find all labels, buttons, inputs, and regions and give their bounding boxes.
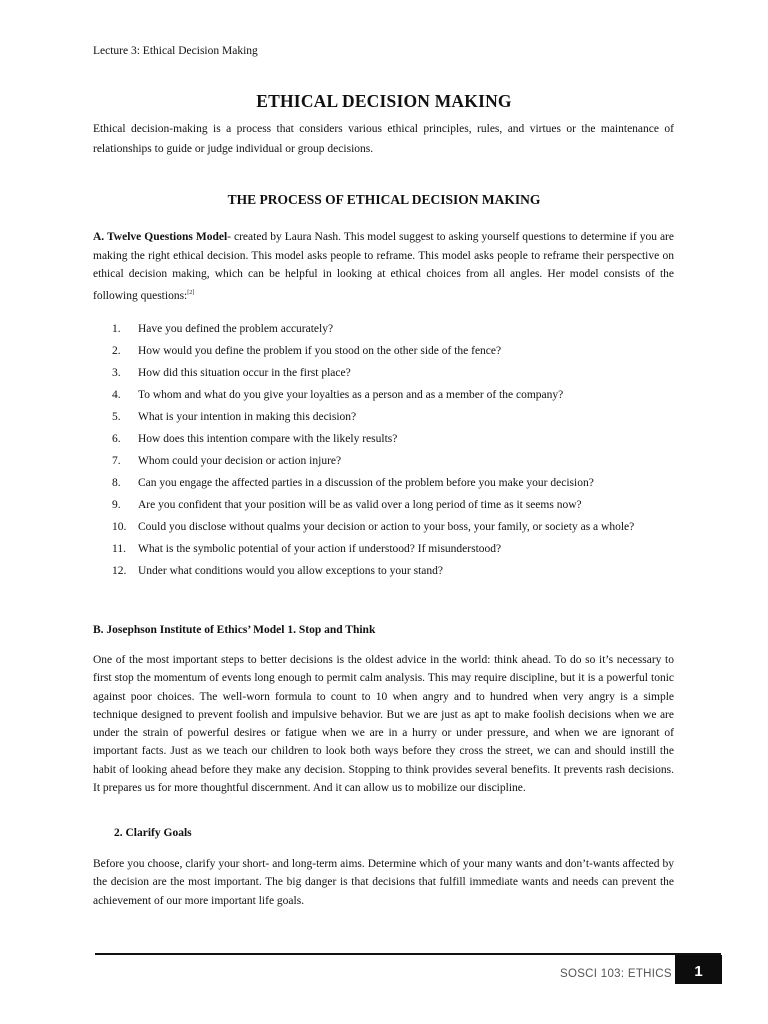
question-item bbox=[112, 364, 674, 382]
section-heading: THE PROCESS OF ETHICAL DECISION MAKING bbox=[227, 192, 541, 207]
question-text: How did this situation occur in the first place? bbox=[138, 367, 351, 379]
question-item bbox=[112, 320, 674, 338]
model-a-body: - created by Laura Nash. This model suggest to asking yourself questions to determine if you are making the right ethical decision. This model asks people to reframe. This model asks people to reframe their perspective on ethical decision making, which can be helpful in looking at ethical choices from all angles. Her model consists of the following questions: bbox=[93, 231, 674, 302]
question-text: Could you disclose without qualms your decision or action to your boss, your family, or society as a whole? bbox=[138, 521, 635, 533]
question-text: What is the symbolic potential of your action if understood? If misunderstood? bbox=[138, 543, 502, 555]
question-text: Have you defined the problem accurately? bbox=[138, 323, 334, 335]
question-item bbox=[112, 540, 674, 558]
page-title: ETHICAL DECISION MAKING bbox=[256, 91, 512, 111]
question-item bbox=[112, 496, 674, 514]
page-number: 1 bbox=[694, 963, 703, 980]
clarify-goals-paragraph: Before you choose, clarify your short- and long-term aims. Determine which of your many wants and don’t-wants affected by the decision are the most important. The big danger is that decisions that fulfill immediate wants and needs can prevent the achievement of our more important life goals. bbox=[93, 858, 674, 907]
question-number: 6. bbox=[112, 433, 121, 445]
model-a-paragraph bbox=[93, 228, 674, 305]
citation-marker: [2] bbox=[187, 289, 195, 296]
clarify-goals-heading: 2. Clarify Goals bbox=[114, 827, 192, 839]
question-number: 9. bbox=[112, 499, 121, 511]
running-head: Lecture 3: Ethical Decision Making bbox=[93, 45, 258, 57]
question-text: What is your intention in making this decision? bbox=[138, 411, 357, 423]
question-item bbox=[112, 386, 674, 404]
question-number: 8. bbox=[112, 477, 121, 489]
question-item bbox=[112, 474, 674, 492]
question-item bbox=[112, 452, 674, 470]
footer-course-label: SOSCI 103: ETHICS bbox=[560, 968, 672, 980]
question-text: How does this intention compare with the likely results? bbox=[138, 433, 398, 445]
question-number: 5. bbox=[112, 411, 121, 423]
question-item bbox=[112, 430, 674, 448]
question-number: 2. bbox=[112, 345, 121, 357]
question-item bbox=[112, 518, 674, 536]
footer-rule bbox=[95, 953, 721, 955]
question-item bbox=[112, 408, 674, 426]
model-b-paragraph: One of the most important steps to better decisions is the oldest advice in the world: think ahead. To do so it’s necessary to first stop the momentum of events long enough to permit calm analysis. This may require discipline, but it is a powerful tonic against poor choices. The well-worn formula to count to 10 when angry and to hundred when very angry is a simple technique designed to prevent foolish and impulsive behavior. But we are just as apt to make foolish decisions when we are under the strain of powerful desires or fatigue when we are in a hurry or under pressure, and when we are ignorant of important facts. Just as we teach our children to look both ways before they cross the street, we can and should instill the habit of looking ahead before they make any decision. Stopping to think provides several benefits. It prevents rash decisions. It prepares us for more thoughtful discernment. And it can allow us to mobilize our discipline. bbox=[93, 654, 674, 795]
question-text: Under what conditions would you allow exceptions to your stand? bbox=[138, 565, 444, 577]
question-item bbox=[112, 342, 674, 360]
question-text: Are you confident that your position will be as valid over a long period of time as it seems now? bbox=[138, 499, 582, 511]
question-text: To whom and what do you give your loyalties as a person and as a member of the company? bbox=[138, 389, 564, 401]
model-b-heading: B. Josephson Institute of Ethics’ Model 1. Stop and Think bbox=[93, 624, 376, 636]
question-item bbox=[112, 562, 674, 580]
question-text: Whom could your decision or action injure? bbox=[138, 455, 342, 467]
question-number: 12. bbox=[112, 565, 127, 577]
intro-paragraph: Ethical decision-making is a process that considers various ethical principles, rules, and virtues or the maintenance of relationships to guide or judge individual or group decisions. bbox=[93, 123, 674, 155]
page-number-box bbox=[675, 955, 722, 984]
question-number: 7. bbox=[112, 455, 121, 467]
model-a-lead: A. Twelve Questions Model bbox=[93, 231, 228, 243]
question-number: 11. bbox=[112, 543, 126, 555]
question-number: 3. bbox=[112, 367, 121, 379]
question-text: How would you define the problem if you stood on the other side of the fence? bbox=[138, 345, 502, 357]
questions-list bbox=[112, 320, 674, 584]
question-number: 4. bbox=[112, 389, 121, 401]
question-text: Can you engage the affected parties in a discussion of the problem before you make your decision? bbox=[138, 477, 594, 489]
question-number: 10. bbox=[112, 521, 127, 533]
question-number: 1. bbox=[112, 323, 121, 335]
